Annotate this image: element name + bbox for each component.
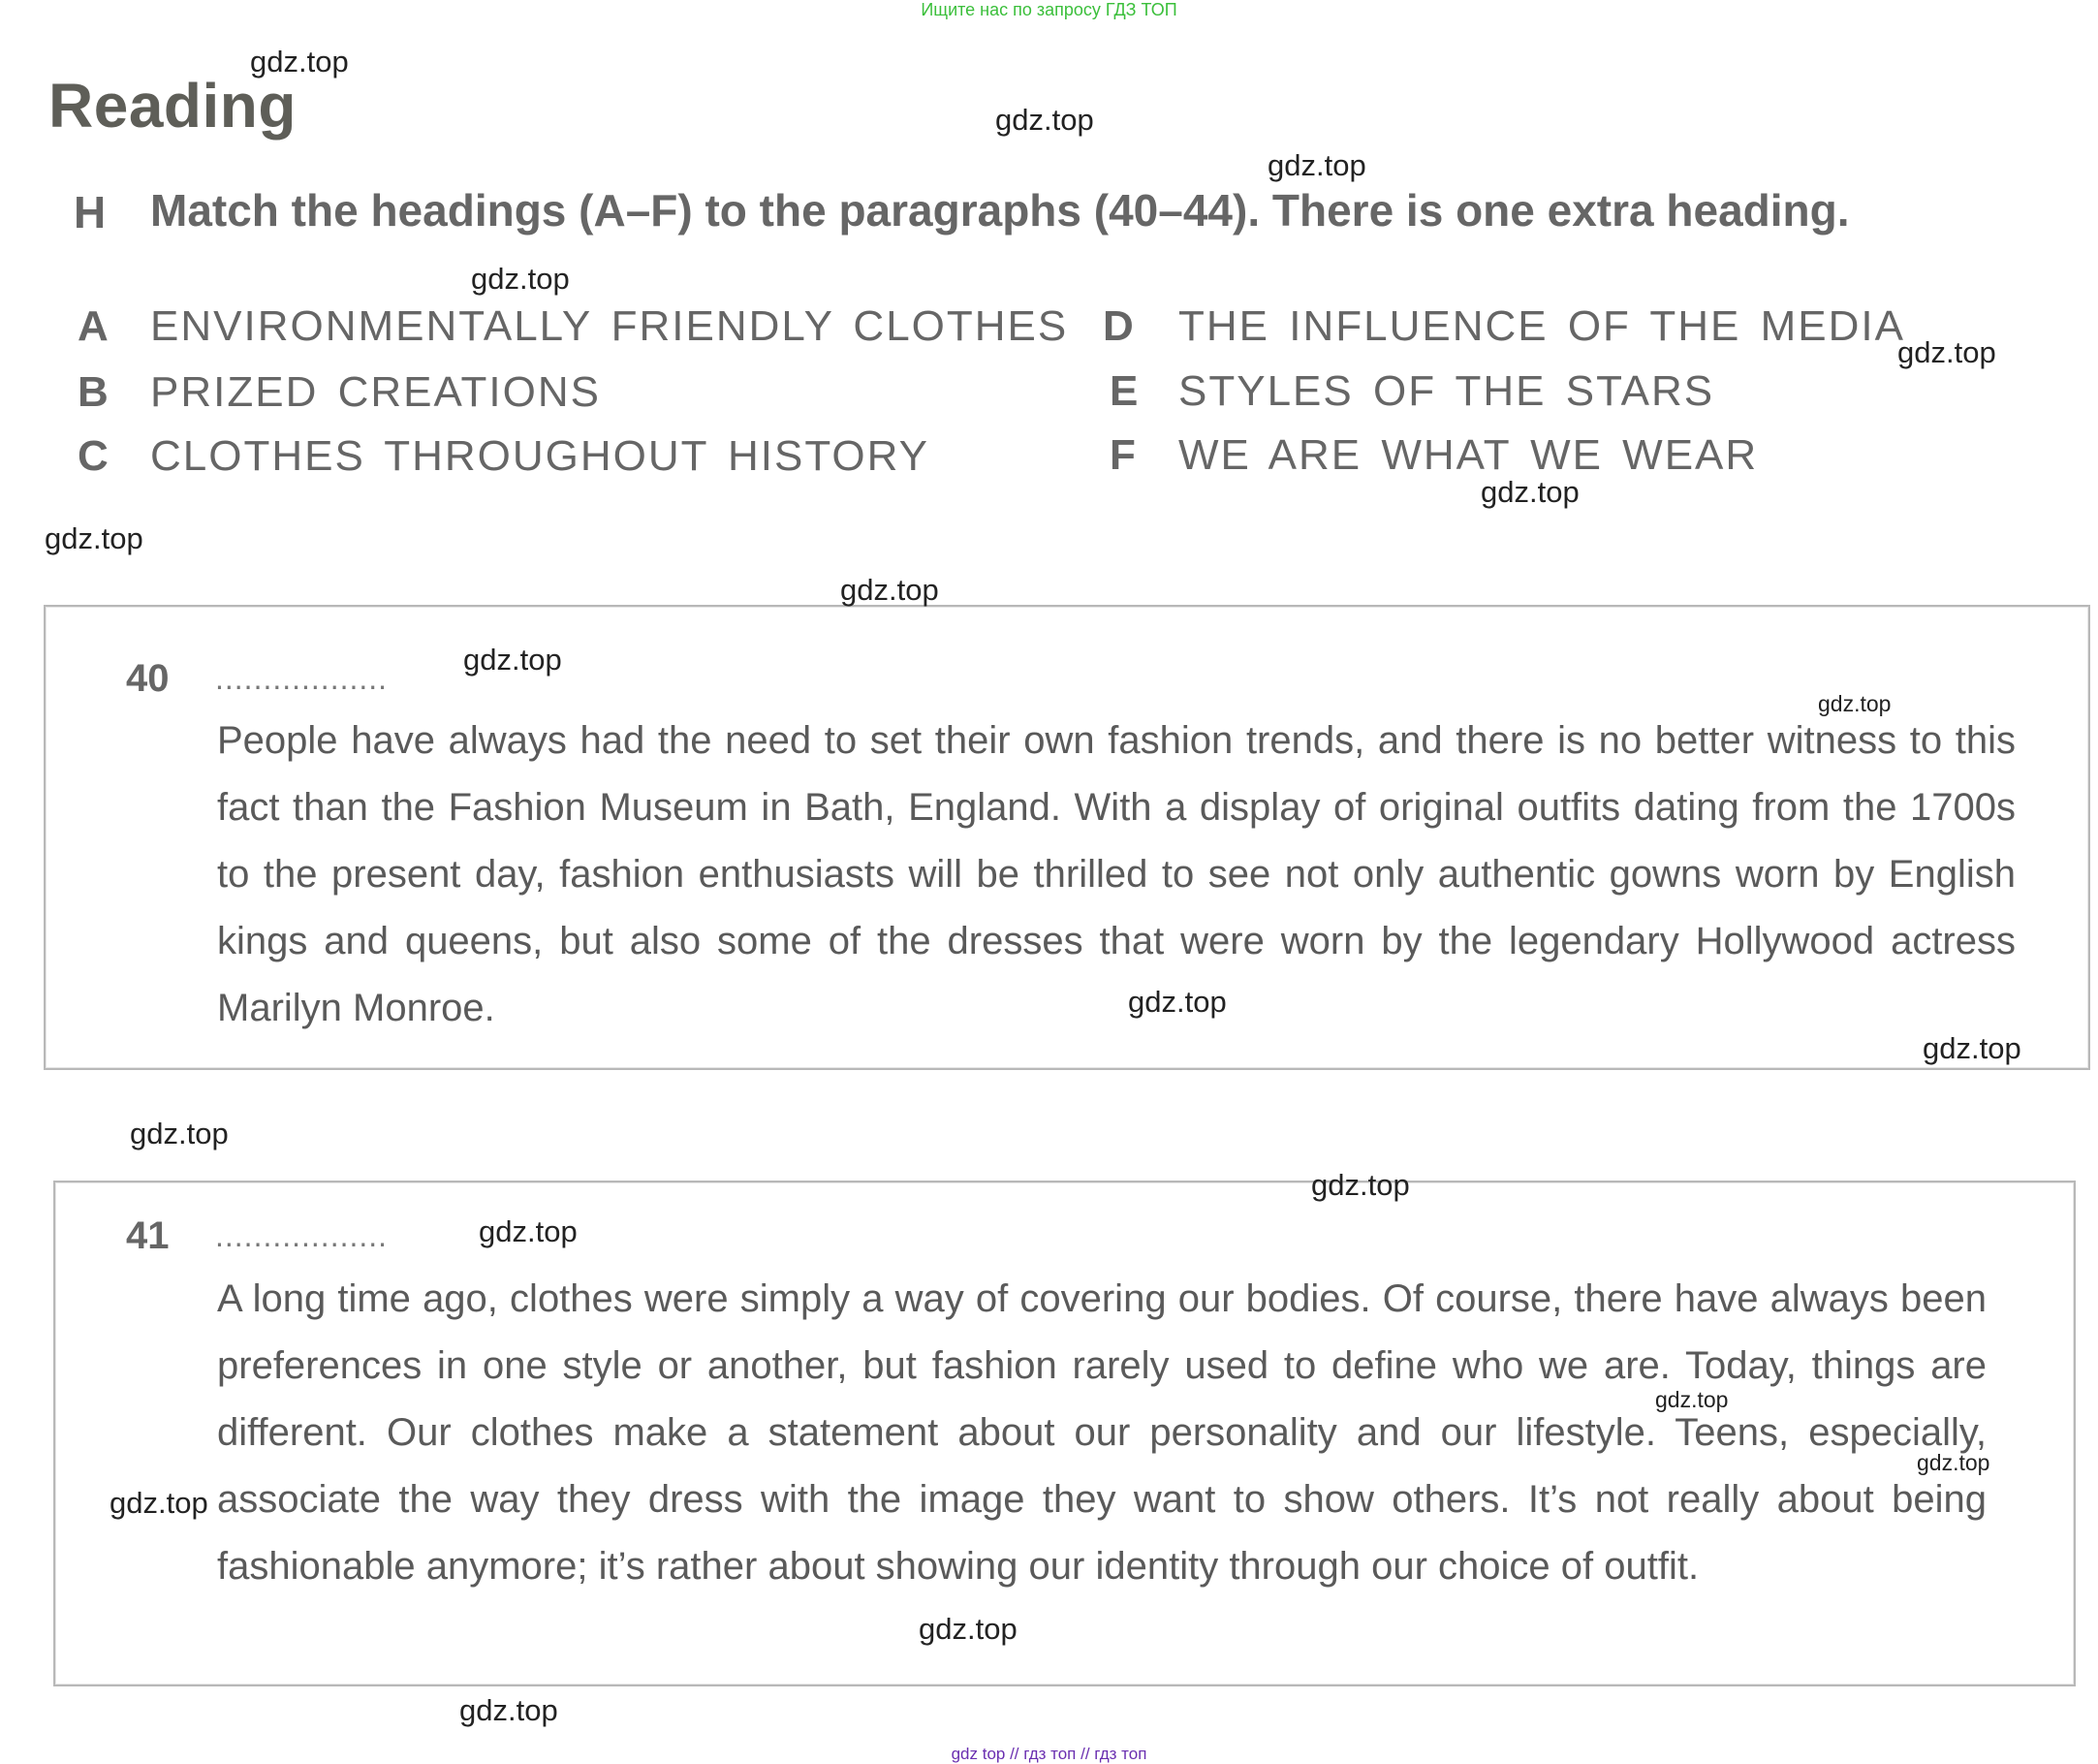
- heading-letter-e: E: [1110, 367, 1139, 415]
- watermark: gdz.top: [1481, 475, 1580, 509]
- answer-blank-40[interactable]: ..................: [215, 661, 389, 696]
- paragraph-number-41: 41: [126, 1214, 170, 1257]
- bottom-banner[interactable]: gdz top // гдз топ // гдз топ: [951, 1745, 1147, 1763]
- heading-text-e: STYLES OF THE STARS: [1178, 367, 1715, 415]
- heading-letter-c: C: [78, 432, 109, 480]
- watermark: gdz.top: [1655, 1387, 1729, 1412]
- heading-letter-b: B: [78, 368, 109, 416]
- paragraph-number-40: 40: [126, 657, 170, 700]
- answer-blank-41[interactable]: ..................: [215, 1218, 389, 1253]
- heading-text-c: CLOTHES THROUGHOUT HISTORY: [150, 432, 929, 480]
- watermark: gdz.top: [130, 1117, 229, 1150]
- watermark: gdz.top: [919, 1612, 1018, 1646]
- watermark: gdz.top: [840, 573, 939, 607]
- task-instruction: Match the headings (A–F) to the paragraphs (40–44). There is one extra heading.: [150, 185, 1850, 236]
- section-title: Reading: [48, 71, 297, 141]
- heading-letter-f: F: [1110, 431, 1136, 479]
- watermark: gdz.top: [45, 521, 143, 555]
- paragraph-text-41: A long time ago, clothes were simply a way of covering our bodies. Of course, there have always been preferences in one style or another, but fashion rarely used to define who we are. Today, things are different. Our clothes make a statement about our personality and our lifestyle. Teens, especially, associate the way they dress with the image they want to show others. It’s not really about being fashionable anymore; it’s rather about showing our identity through our choice of outfit.: [217, 1277, 1987, 1588]
- watermark: gdz.top: [1268, 148, 1366, 182]
- heading-text-b: PRIZED CREATIONS: [150, 368, 602, 416]
- heading-text-a: ENVIRONMENTALLY FRIENDLY CLOTHES: [150, 302, 1069, 350]
- watermark: gdz.top: [1128, 985, 1227, 1019]
- heading-text-f: WE ARE WHAT WE WEAR: [1178, 431, 1759, 479]
- watermark: gdz.top: [1917, 1450, 1990, 1475]
- watermark: gdz.top: [250, 45, 349, 79]
- watermark: gdz.top: [1897, 335, 1996, 369]
- watermark: gdz.top: [463, 643, 562, 677]
- watermark: gdz.top: [110, 1486, 208, 1520]
- heading-text-d: THE INFLUENCE OF THE MEDIA: [1178, 302, 1905, 350]
- watermark: gdz.top: [471, 262, 570, 296]
- heading-letter-a: A: [78, 302, 109, 350]
- watermark: gdz.top: [459, 1693, 558, 1727]
- watermark: gdz.top: [1311, 1168, 1410, 1202]
- watermark: gdz.top: [1923, 1031, 2021, 1065]
- heading-letter-d: D: [1103, 302, 1134, 350]
- watermark: gdz.top: [1818, 691, 1892, 716]
- task-letter: H: [74, 187, 107, 237]
- top-banner[interactable]: Ищите нас по запросу ГДЗ ТОП: [921, 0, 1177, 19]
- watermark: gdz.top: [995, 103, 1094, 137]
- paragraph-text-40: People have always had the need to set their own fashion trends, and there is no better witness to this fact than the Fashion Museum in Bath, England. With a display of original outfits dating from the 1700s to the present day, fashion enthusiasts will be thrilled to see not only authentic gowns worn by English kings and queens, but also some of the dresses that were worn by the legendary Hollywood actress Marilyn Monroe.: [217, 719, 2016, 1029]
- watermark: gdz.top: [479, 1214, 578, 1248]
